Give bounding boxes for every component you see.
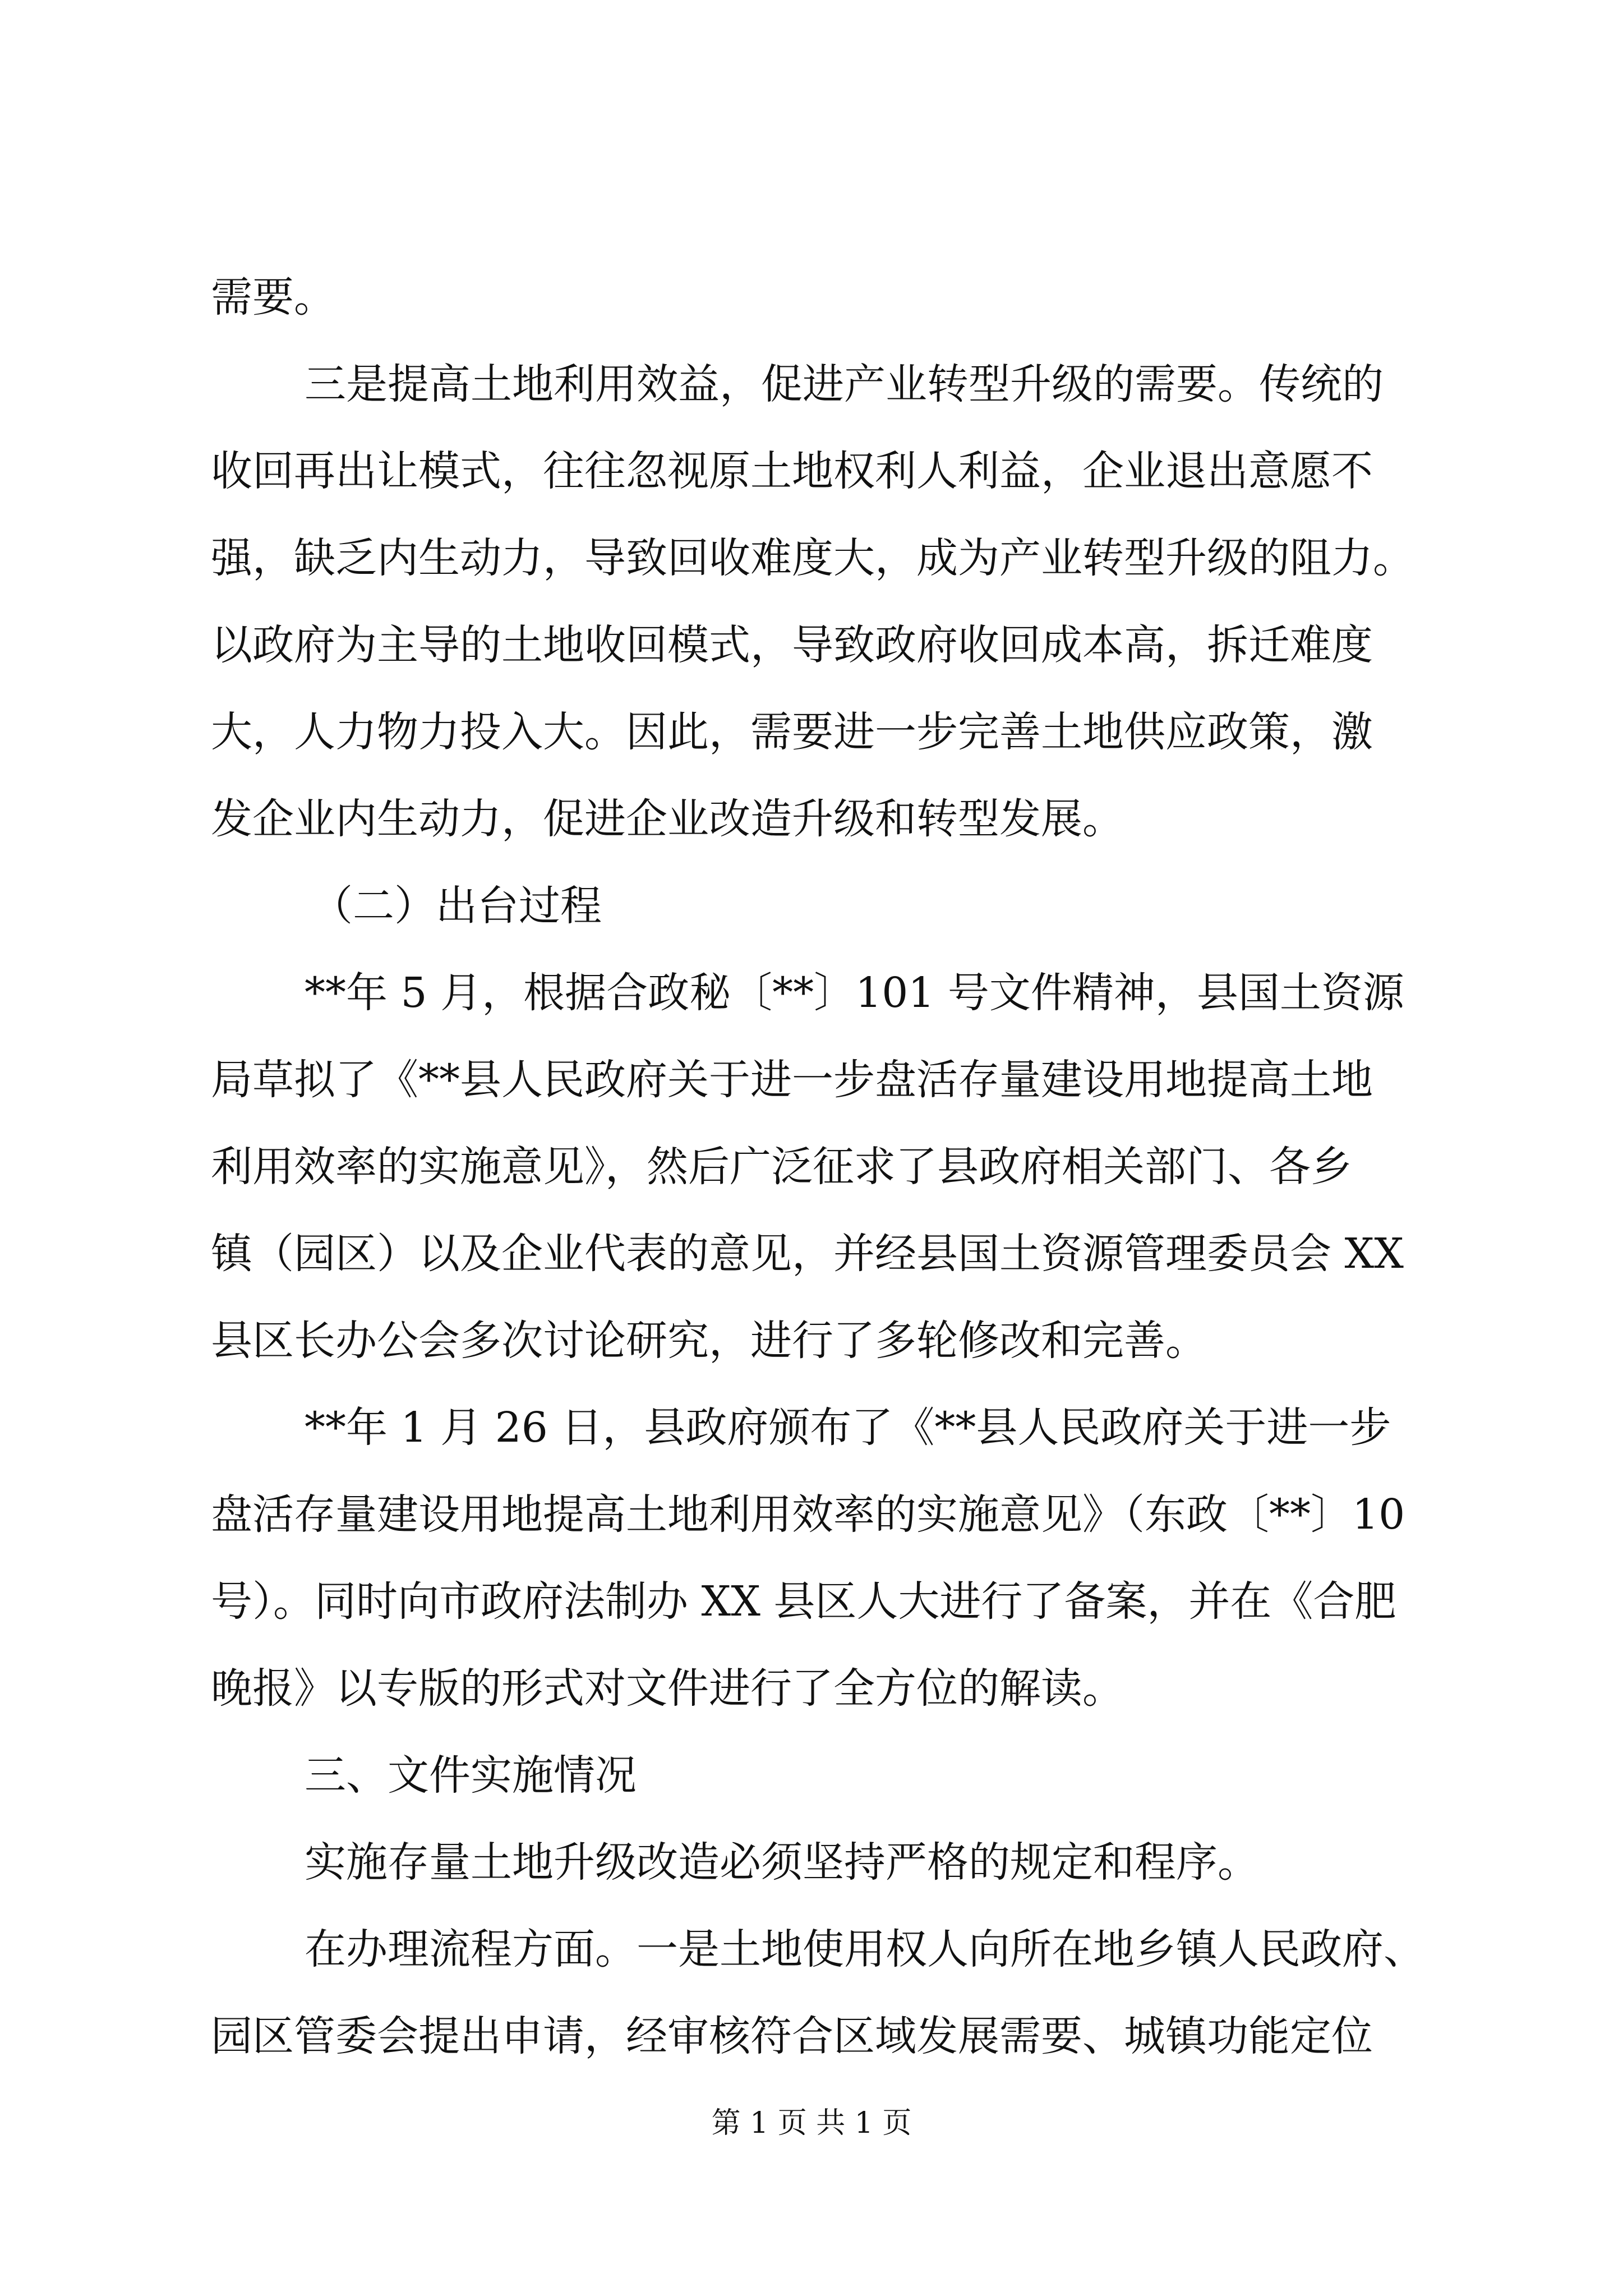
body-line: 园区管委会提出申请，经审核符合区域发展需要、城镇功能定位 [211, 2012, 1373, 2060]
body-line: 收回再出让模式，往往忽视原土地权利人利益，企业退出意愿不 [211, 447, 1373, 495]
body-line: 号）。同时向市政府法制办 XX 县区人大进行了备案，并在《合肥 [211, 1577, 1396, 1626]
body-line: **年 1 月 26 日，县政府颁布了《**县人民政府关于进一步 [305, 1404, 1391, 1452]
body-line: 局草拟了《**县人民政府关于进一步盘活存量建设用地提高土地 [211, 1056, 1373, 1104]
body-line: 发企业内生动力，促进企业改造升级和转型发展。 [211, 795, 1124, 843]
body-line: **年 5 月，根据合政秘〔**〕101 号文件精神，县国土资源 [305, 969, 1404, 1017]
body-line: 强，缺乏内生动力，导致回收难度大，成为产业转型升级的阻力。 [211, 534, 1414, 582]
body-line: 盘活存量建设用地提高土地利用效率的实施意见》（东政〔**〕10 [211, 1490, 1405, 1539]
section-heading: （二）出台过程 [311, 882, 602, 930]
section-heading: 三、文件实施情况 [305, 1751, 637, 1800]
body-line: 三是提高土地利用效益，促进产业转型升级的需要。传统的 [305, 360, 1384, 408]
body-line: 县区长办公会多次讨论研究，进行了多轮修改和完善。 [211, 1317, 1207, 1365]
body-line: 大，人力物力投入大。因此，需要进一步完善土地供应政策，激 [211, 708, 1373, 756]
body-line: 镇（园区）以及企业代表的意见，并经县国土资源管理委员会 XX [211, 1230, 1404, 1278]
body-line: 实施存量土地升级改造必须坚持严格的规定和程序。 [305, 1838, 1259, 1887]
body-line: 利用效率的实施意见》，然后广泛征求了县政府相关部门、各乡 [211, 1143, 1352, 1191]
body-line: 以政府为主导的土地收回模式，导致政府收回成本高，拆迁难度 [211, 621, 1373, 669]
page-number-footer: 第 1 页 共 1 页 [711, 2106, 912, 2140]
body-line: 需要。 [211, 273, 335, 321]
body-line: 在办理流程方面。一是土地使用权人向所在地乡镇人民政府、 [305, 1925, 1425, 1973]
body-line: 晚报》以专版的形式对文件进行了全方位的解读。 [211, 1664, 1124, 1713]
